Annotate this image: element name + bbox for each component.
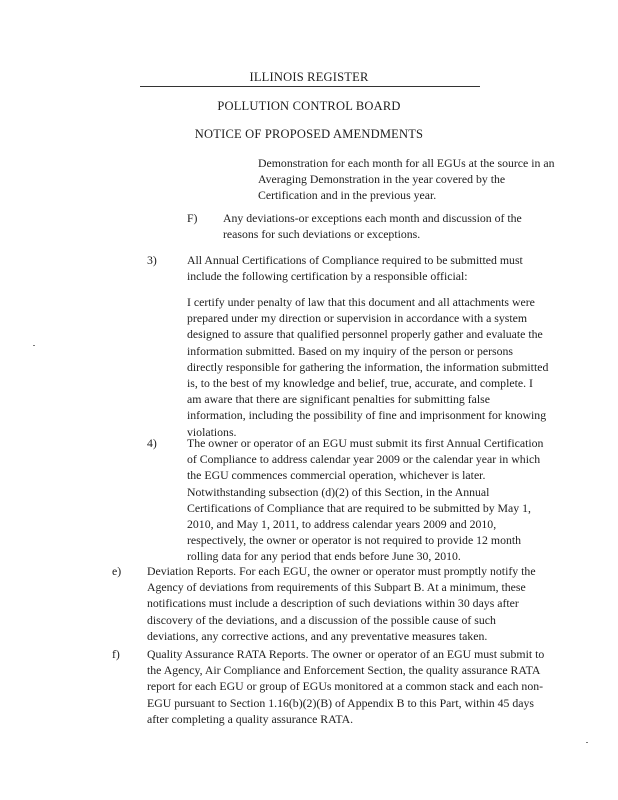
item-F-marker: F): [187, 211, 198, 225]
item-F-text: Any deviations-or exceptions each month and discussion of the reasons for such deviations or exceptions.: [223, 211, 522, 242]
item-4-marker: 4): [147, 436, 157, 450]
item-3-marker: 3): [147, 253, 157, 267]
header-rule: [140, 86, 480, 87]
item-f-text: Quality Assurance RATA Reports. The owner or operator of an EGU must submit to the Agency, Air Compliance and Enforcement Section, the quality assurance RATA report for each EGU or group of EGUs monitored at a common stack and each non-EGU pursuant to Section 1.16(b)(2)(B) of Appendix B to this Part, within 45 days after completing a quality assurance RATA.: [147, 647, 545, 726]
continuation-paragraph: Demonstration for each month for all EGUs at the source in an Averaging Demonstration in the year covered by the Certification and in the previous year.: [258, 156, 555, 203]
item-e-marker: e): [112, 564, 122, 578]
register-title: ILLINOIS REGISTER: [249, 70, 369, 84]
certification-statement: I certify under penalty of law that this document and all attachments were prepared under my direction or supervision in accordance with a system designed to assure that qualified personnel properly gather and evaluate the information submitted. Based on my inquiry of the person or persons directly responsible for gathering the information, the information submitted is, to the best of my knowledge and belief, true, accurate, and complete. I am aware that there are significant penalties for submitting false information, including the possibility of fine and imprisonment for knowing violations.: [187, 295, 549, 439]
item-f-marker: f): [112, 647, 120, 661]
notice-title: NOTICE OF PROPOSED AMENDMENTS: [194, 127, 424, 141]
board-title: POLLUTION CONTROL BOARD: [217, 99, 401, 113]
item-e-text: Deviation Reports. For each EGU, the owner or operator must promptly notify the Agency of deviations from requirements of this Subpart B. At a minimum, these notifications must include a description of such deviations within 30 days after discovery of the deviations, and a discussion of the possible cause of such deviations, any corrective actions, and any preventative measures taken.: [147, 564, 536, 643]
scan-speck: [33, 345, 35, 346]
item-4-text: The owner or operator of an EGU must submit its first Annual Certification of Compliance to address calendar year 2009 or the calendar year in which the EGU commences commercial operation, whichever is later. Notwithstanding subsection (d)(2) of this Section, in the Annual Certifications of Compliance that are required to be submitted by May 1, 2010, and May 1, 2011, to address calendar years 2009 and 2010, respectively, the owner or operator is not required to provide 12 month rolling data for any period that ends before June 30, 2010.: [187, 436, 544, 564]
item-3-text: All Annual Certifications of Compliance required to be submitted must include the following certification by a responsible official:: [187, 253, 523, 284]
scan-speck: [586, 742, 588, 743]
